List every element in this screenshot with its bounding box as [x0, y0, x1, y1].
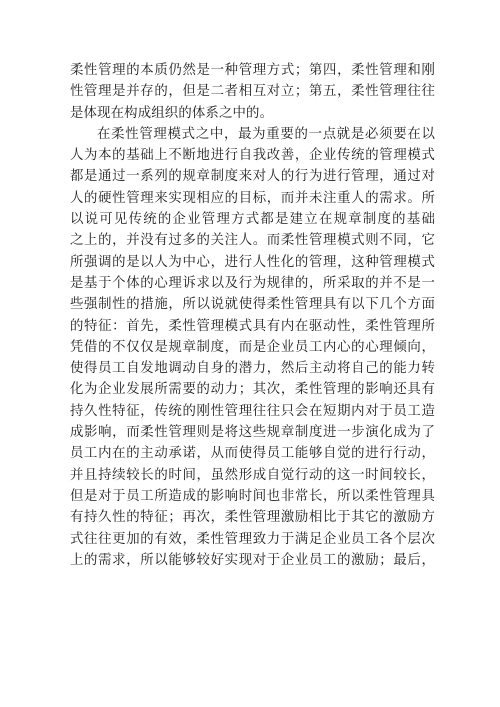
- text-line: 的特征：首先，柔性管理模式具有内在驱动性，柔性管理所: [70, 318, 435, 334]
- text-line: 柔性管理的本质仍然是一种管理方式；第四，柔性管理和刚: [70, 63, 435, 78]
- text-line: 人的硬性管理来实现相应的目标，而并未注重人的需求。所: [70, 190, 435, 206]
- text-line: 是基于个体的心理诉求以及行为规律的，所采取的并不是一: [70, 275, 435, 291]
- text-line: 人为本的基础上不断地进行自我改善，企业传统的管理模式: [70, 148, 435, 164]
- body-text: [70, 60, 435, 571]
- paragraph-2: [70, 124, 435, 571]
- text-line: 并且持续较长的时间，虽然形成自觉行动的这一时间较长，: [70, 467, 435, 483]
- text-line: 凭借的不仅仅是规章制度，而是企业员工内心的心理倾向，: [70, 339, 435, 355]
- paragraph-1: [70, 60, 435, 124]
- text-line: 在柔性管理模式之中，最为重要的一点就是必须要在以: [97, 126, 435, 142]
- text-line: 有持久性的特征；再次，柔性管理激励相比于其它的激励方: [70, 510, 435, 526]
- text-line: 化为企业发展所需要的动力；其次，柔性管理的影响还具有: [70, 382, 435, 398]
- text-line: 使得员工自发地调动自身的潜力，然后主动将自己的能力转: [70, 361, 435, 377]
- text-line: 之上的，并没有过多的关注人。而柔性管理模式则不同，它: [70, 233, 435, 249]
- text-line: 些强制性的措施，所以说就使得柔性管理具有以下几个方面: [70, 297, 435, 313]
- text-line: 式往往更加的有效，柔性管理致力于满足企业员工各个层次: [70, 531, 435, 547]
- text-line: 性管理是并存的，但是二者相互对立；第五，柔性管理往往: [70, 84, 435, 100]
- text-line: 所强调的是以人为中心，进行人性化的管理，这种管理模式: [70, 254, 435, 270]
- text-line: 以说可见传统的企业管理方式都是建立在规章制度的基础: [70, 212, 435, 228]
- text-line: 持久性特征，传统的刚性管理往往只会在短期内对于员工造: [70, 403, 435, 419]
- text-line: 员工内在的主动承诺，从而使得员工能够自觉的进行行动，: [70, 446, 435, 462]
- text-line: 但是对于员工所造成的影响时间也非常长，所以柔性管理具: [70, 488, 435, 504]
- text-line: 上的需求，所以能够较好实现对于企业员工的激励；最后，: [70, 552, 435, 568]
- text-line: 都是通过一系列的规章制度来对人的行为进行管理，通过对: [70, 169, 435, 185]
- text-line: 成影响，而柔性管理则是将这些规章制度进一步演化成为了: [70, 425, 435, 441]
- text-line: 是体现在构成组织的体系之中的。: [70, 105, 274, 121]
